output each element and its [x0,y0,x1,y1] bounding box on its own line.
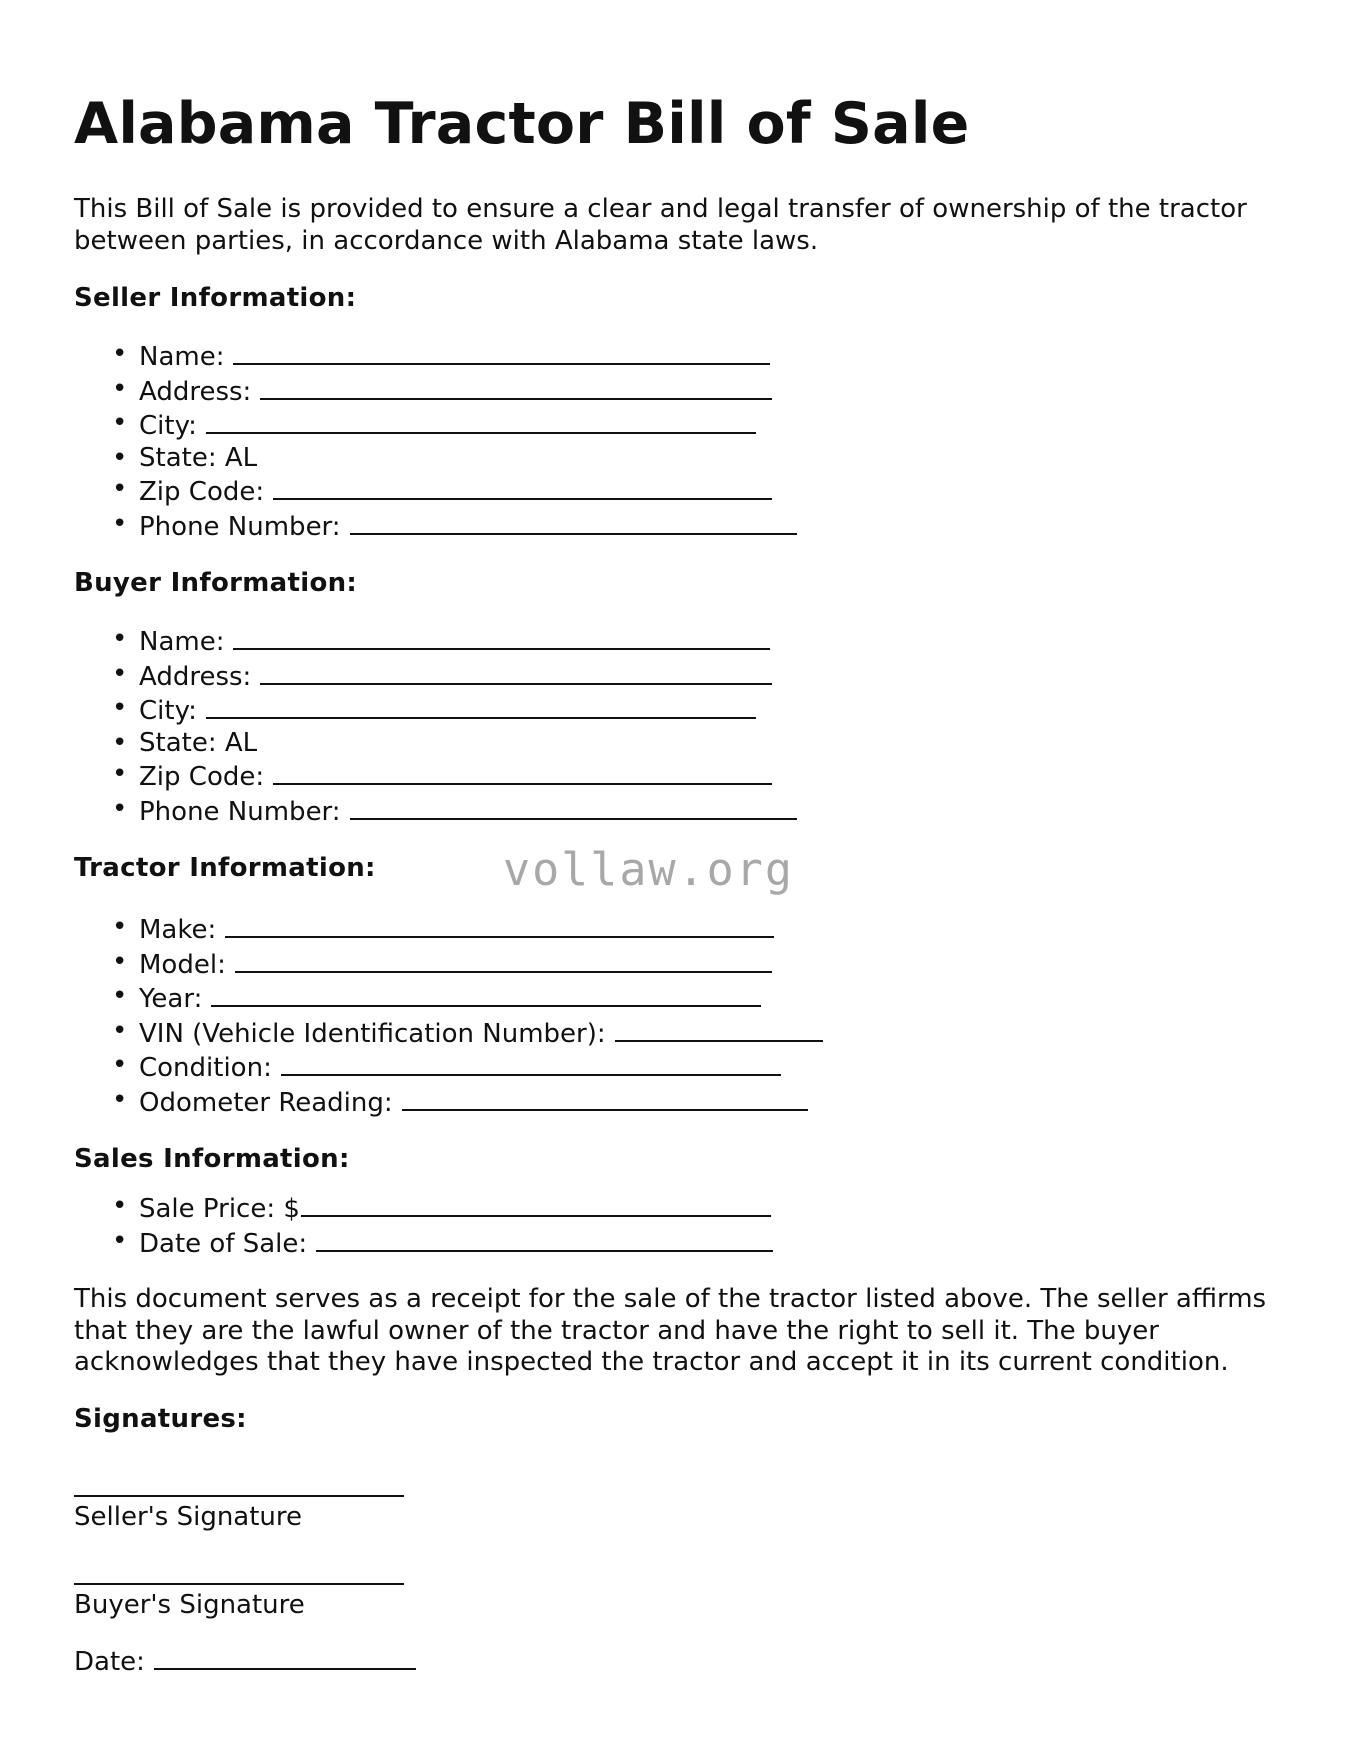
signature-date-row [74,1644,1284,1679]
bullet: • [112,408,128,438]
sale-date-item [112,1225,1284,1261]
buyer-address-field[interactable] [260,659,772,685]
seller-phone-item [112,508,1284,544]
tractor-heading: Tractor Information: [74,853,376,883]
seller-signature-label: Seller's Signature [74,1501,303,1532]
tractor-model-item [112,946,1284,982]
buyer-phone-item [112,793,1284,829]
buyer-state-label: State: AL [139,727,258,758]
bullet: • [112,1225,128,1256]
seller-name-label: Name: [139,342,225,372]
closing-paragraph: This document serves as a receipt for the sale of the tractor listed above. The seller affirms that they are the lawful owner of the tractor and have the right to sell it. The buyer acknowledges that they have inspected the tractor and accept it in its current condition. [74,1284,1267,1377]
bullet: • [112,442,128,473]
buyer-name-label: Name: [139,627,225,657]
tractor-model-label: Model: [139,949,226,980]
buyer-zip-item [112,759,1284,794]
bullet: • [112,1015,128,1046]
tractor-vin-label: VIN (Vehicle Identification Number): [139,1018,606,1049]
buyer-address-item [112,658,1284,694]
bullet: • [112,727,128,758]
tractor-make-field[interactable] [225,912,774,938]
buyer-list [74,624,1284,828]
tractor-odometer-label: Odometer Reading: [139,1087,393,1118]
seller-zip-label: Zip Code: [139,477,265,507]
tractor-odometer-item [112,1084,1284,1120]
bullet: • [112,946,128,977]
tractor-condition-field[interactable] [281,1050,781,1076]
tractor-make-label: Make: [139,915,217,945]
watermark-text: vollaw.org [503,843,794,896]
bullet: • [112,981,128,1011]
signature-date-field[interactable] [154,1644,416,1670]
seller-signature-block [74,1475,1284,1534]
bullet: • [112,1050,128,1080]
buyer-state-item [112,727,1284,760]
tractor-year-item [112,981,1284,1016]
sales-list [74,1191,1284,1260]
tractor-odometer-field[interactable] [402,1085,808,1111]
tractor-year-label: Year: [139,984,203,1014]
buyer-city-item [112,693,1284,728]
bullet: • [112,658,128,689]
bullet: • [112,624,128,654]
seller-phone-label: Phone Number: [139,511,341,542]
seller-heading: Seller Information: [74,283,357,313]
buyer-name-item [112,624,1284,659]
seller-zip-field[interactable] [273,474,772,500]
tractor-list [74,912,1284,1119]
bullet: • [112,508,128,539]
seller-city-label: City: [139,411,197,441]
bullet: • [112,1191,128,1221]
tractor-vin-item [112,1015,1284,1051]
bullet: • [112,373,128,404]
tractor-model-field[interactable] [235,947,772,973]
bullet: • [112,1084,128,1115]
sale-price-field[interactable] [301,1191,771,1217]
sale-date-field[interactable] [316,1226,773,1252]
buyer-address-label: Address: [139,661,252,692]
seller-city-field[interactable] [206,408,756,434]
seller-state-label: State: AL [139,442,258,473]
seller-signature-field[interactable] [74,1475,404,1497]
seller-list [74,339,1284,543]
tractor-condition-item [112,1050,1284,1085]
seller-name-item [112,339,1284,374]
buyer-signature-label: Buyer's Signature [74,1590,305,1620]
seller-address-item [112,373,1284,409]
buyer-name-field[interactable] [233,624,770,650]
buyer-city-label: City: [139,696,197,726]
seller-phone-field[interactable] [350,509,797,535]
sale-price-label: Sale Price: $ [139,1194,300,1224]
bullet: • [112,793,128,824]
seller-address-label: Address: [139,376,252,407]
bullet: • [112,339,128,369]
seller-city-item [112,408,1284,443]
buyer-signature-block [74,1563,1284,1622]
seller-name-field[interactable] [233,339,770,365]
tractor-vin-field[interactable] [615,1016,823,1042]
seller-zip-item [112,474,1284,509]
tractor-condition-label: Condition: [139,1053,272,1083]
buyer-heading: Buyer Information: [74,568,358,598]
buyer-city-field[interactable] [206,693,756,719]
sales-heading: Sales Information: [74,1144,350,1174]
sale-date-label: Date of Sale: [139,1228,308,1259]
bullet: • [112,759,128,789]
tractor-make-item [112,912,1284,947]
tractor-year-field[interactable] [211,981,761,1007]
buyer-signature-field[interactable] [74,1563,404,1585]
bullet: • [112,474,128,504]
intro-paragraph: This Bill of Sale is provided to ensure a clear and legal transfer of ownership of the tractor between parties, in accordance with Alabama state laws. [74,194,1247,256]
document-title: Alabama Tractor Bill of Sale [74,91,970,157]
signature-date-label: Date: [74,1646,145,1677]
bullet: • [112,912,128,942]
bullet: • [112,693,128,723]
buyer-zip-field[interactable] [273,759,772,785]
buyer-zip-label: Zip Code: [139,762,265,792]
seller-address-field[interactable] [260,374,772,400]
sale-price-item [112,1191,1284,1226]
signatures-heading: Signatures: [74,1403,247,1434]
buyer-phone-label: Phone Number: [139,796,341,827]
buyer-phone-field[interactable] [350,794,797,820]
seller-state-item [112,442,1284,475]
